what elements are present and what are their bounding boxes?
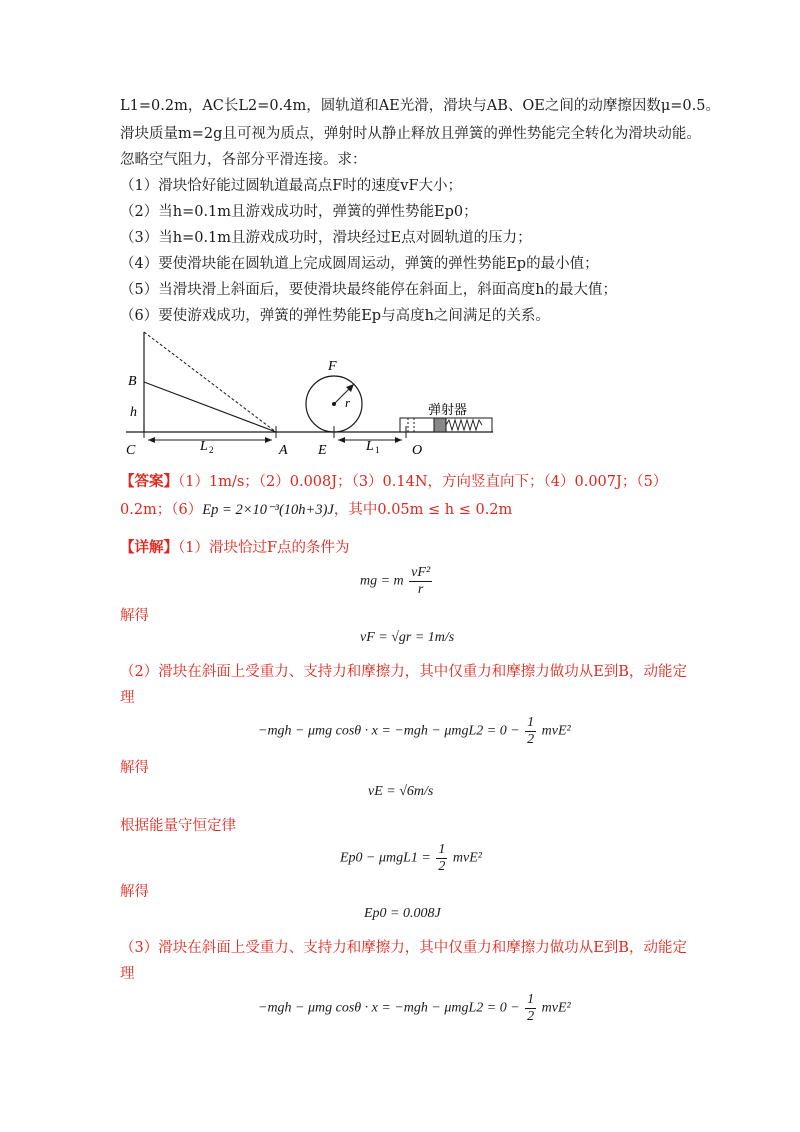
eq3-denominator: 2 (527, 732, 535, 747)
equation-6: Ep0 = 0.008J (364, 906, 441, 921)
eq3-lhs: −mgh − μmg cosθ · x = −mgh − μmgL2 = 0 − (258, 723, 520, 739)
answer-line-1 (120, 472, 667, 492)
detail-step-1: （1）滑块恰过F点的条件为 (178, 540, 350, 556)
l1-arrow-right (395, 437, 402, 443)
equation-3 (258, 715, 571, 748)
answer-tag: 【答案】 (120, 473, 178, 490)
jiede-2: 解得 (120, 760, 149, 776)
label-l1-sub: 1 (375, 445, 380, 455)
eq3-rhs: mvE² (541, 723, 571, 739)
label-l1: L (366, 439, 374, 454)
detail-line-1 (120, 538, 350, 558)
jiede-1: 解得 (120, 608, 149, 624)
answer-range: ，其中0.05m ≤ h ≤ 0.2m (333, 502, 513, 518)
problem-line-3: 忽略空气阻力，各部分平滑连接。求： (120, 152, 367, 168)
eq1-denominator: r (417, 582, 424, 597)
detail-step-3-line-1: （3）滑块在斜面上受重力、支持力和摩擦力，其中仅重力和摩擦力做功从E到B，动能定 (120, 940, 687, 956)
eq5-rhs: mvE² (452, 850, 482, 866)
launcher-spring (446, 420, 482, 430)
l1-arrow-left (338, 437, 345, 443)
question-3: （3）当h=0.1m且游戏成功时，滑块经过E点对圆轨道的压力； (120, 230, 532, 246)
label-o: O (412, 443, 423, 458)
label-l2: L (200, 439, 208, 454)
question-4: （4）要使滑块能在圆轨道上完成圆周运动，弹簧的弹性势能Ep的最小值； (120, 256, 599, 272)
launcher-block (434, 418, 446, 432)
label-c: C (126, 443, 136, 458)
eq5-lhs: Ep0 − μmgL1 = (340, 850, 431, 866)
question-2: （2）当h=0.1m且游戏成功时，弹簧的弹性势能Ep0； (120, 204, 478, 220)
eq1-numerator: vF² (411, 565, 431, 580)
answer-values: （1）1m/s；（2）0.008J；（3）0.14N，方向竖直向下；（4）0.007J；（5） (178, 474, 668, 490)
label-e: E (318, 443, 327, 458)
equation-1 (360, 565, 434, 598)
label-b: B (128, 374, 137, 389)
eq3-numerator: 1 (527, 715, 535, 730)
label-l2-sub: 2 (209, 445, 214, 455)
question-6: （6）要使游戏成功，弹簧的弹性势能Ep与高度h之间满足的关系。 (120, 308, 550, 324)
equation-2: vF = √gr = 1m/s (360, 630, 455, 645)
energy-conservation: 根据能量守恒定律 (120, 818, 236, 834)
l2-arrow-left (148, 437, 155, 443)
problem-line-2: 滑块质量m=2g且可视为质点，弹射时从静止释放且弹簧的弹性势能完全转化为滑块动能。 (120, 126, 701, 142)
detail-tag: 【详解】 (120, 539, 178, 556)
dashed-incline (144, 332, 276, 432)
track-diagram (118, 326, 498, 462)
question-1: （1）滑块恰好能过圆轨道最高点F时的速度vF大小； (120, 178, 463, 194)
detail-step-2-line-1: （2）滑块在斜面上受重力、支持力和摩擦力，其中仅重力和摩擦力做功从E到B，动能定 (120, 664, 687, 680)
detail-step-3-line-2: 理 (120, 966, 135, 982)
eq7-numerator: 1 (527, 992, 535, 1007)
equation-5 (340, 842, 482, 875)
detail-step-2-line-2: 理 (120, 690, 135, 706)
eq1-lhs: mg = m (360, 573, 404, 589)
answer-line-2 (120, 500, 512, 520)
l2-arrow-right (265, 437, 272, 443)
equation-4: vE = √6m/s (368, 784, 434, 799)
label-f: F (328, 359, 337, 374)
label-r: r (345, 395, 351, 410)
eq7-denominator: 2 (527, 1009, 535, 1024)
label-a: A (279, 443, 288, 458)
answer-part-6: 0.2m；（6） (120, 502, 203, 518)
incline-ba (144, 382, 276, 432)
question-5: （5）当滑块滑上斜面后，要使滑块最终能停在斜面上，斜面高度h的最大值； (120, 282, 618, 298)
answer-formula: Ep = 2×10⁻³(10h+3)J (202, 502, 334, 518)
eq7-lhs: −mgh − μmg cosθ · x = −mgh − μmgL2 = 0 − (258, 1000, 520, 1016)
jiede-3: 解得 (120, 884, 149, 900)
label-launcher: 弹射器 (428, 403, 468, 418)
eq5-denominator: 2 (438, 859, 446, 874)
eq5-numerator: 1 (438, 842, 446, 857)
equation-7 (258, 992, 571, 1025)
problem-line-1: L1=0.2m，AC长L2=0.4m，圆轨道和AE光滑，滑块与AB、OE之间的动摩擦因数μ=0.5。 (120, 98, 720, 114)
label-h: h (130, 405, 137, 420)
eq7-rhs: mvE² (541, 1000, 571, 1016)
